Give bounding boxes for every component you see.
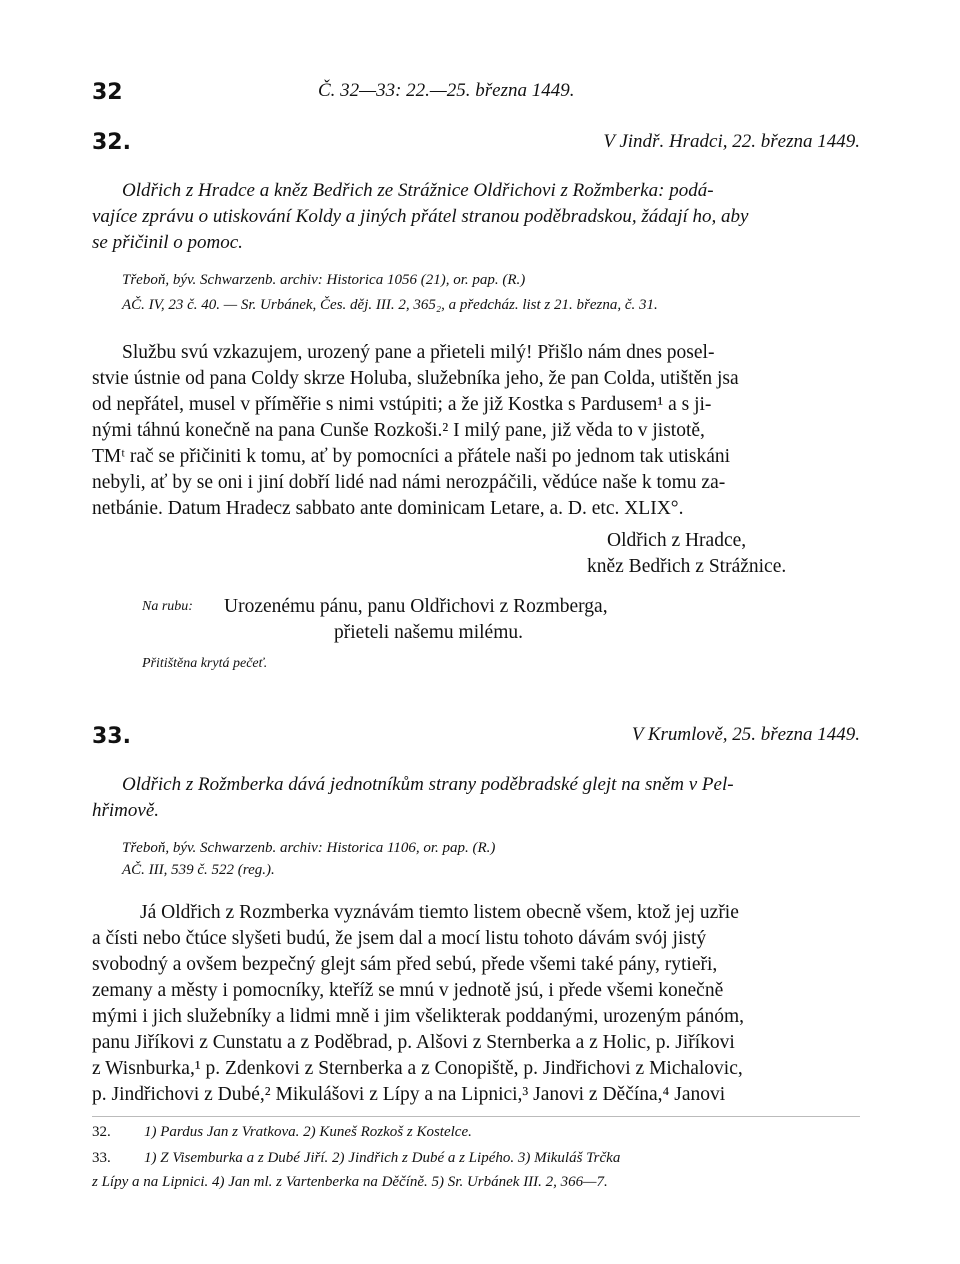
doc32-place-date: V Jindř. Hradci, 22. března 1449. [603,131,860,152]
doc32-source-line: Třeboň, býv. Schwarzenb. archiv: Historica 1056 (21), or. pap. (R.) [122,272,526,288]
footnote-label-33: 33. [92,1150,111,1166]
doc33-text-line: svobodný a ovšem bezpečný glejt sám před sebú, přede všemi také pány, rytieři, [92,954,718,975]
doc33-text-line: Já Oldřich z Rozmberka vyznávám tiemto listem obecně všem, ktož jej uzřie [140,902,739,923]
doc33-place-date: V Krumlově, 25. března 1449. [631,724,860,745]
doc33-text-line: zemany a městy i pomocníky, kteříž se mnú v jednotě jsú, i přede všemi konečně [92,980,724,1001]
doc33-summary-line: Oldřich z Rožmberka dává jednotníkům strany poděbradské glejt na sněm v Pel- [122,774,734,795]
doc33-text-line: panu Jiříkovi z Cunstatu a z Poděbrad, p. Alšovi z Sternberka a z Holic, p. Jiříkovi [92,1032,735,1053]
footnote-32: 1) Pardus Jan z Vratkova. 2) Kuneš Rozkoš z Kostelce. [144,1124,472,1140]
running-title: Č. 32—33: 22.—25. března 1449. [318,80,575,101]
doc33-text-line: z Wisnburka,¹ p. Zdenkovi z Sternberka a z Conopiště, p. Jindřichovi z Michalovic, [92,1058,743,1079]
doc32-text-line: Službu svú vzkazujem, urozený pane a přieteli milý! Přišlo nám dnes posel- [122,342,715,363]
doc32-text-line: stvie ústnie od pana Coldy skrze Holuba, služebníka jeho, že pan Colda, utištěn jsa [92,368,739,389]
doc32-verso-line: Urozenému pánu, panu Oldřichovi z Rozmberga, [224,596,608,617]
page-number: 32 [92,80,123,105]
doc32-signature-line: Oldřich z Hradce, [607,530,747,551]
doc32-number: 32. [92,130,131,155]
doc33-source-line: Třeboň, býv. Schwarzenb. archiv: Historica 1106, or. pap. (R.) [122,840,496,856]
doc32-signature-line: kněz Bedřich z Strážnice. [587,556,787,577]
doc32-text-line: nebyli, ať by se oni i jiní dobří lidé nad námi nerozpáčili, vědúce naše k tomu za- [92,472,726,493]
doc32-verso-label: Na rubu: [142,599,193,614]
doc33-summary-line: hřimově. [92,800,160,821]
footnote-label-32: 32. [92,1124,111,1140]
doc32-source-line: AČ. IV, 23 č. 40. — Sr. Urbánek, Čes. děj. III. 2, 365₂, a předcház. list z 21. března, č. 31. [122,297,658,313]
footnote-33-line: z Lípy a na Lipnici. 4) Jan ml. z Vartenberka na Děčíně. 5) Sr. Urbánek III. 2, 366—7. [92,1174,608,1190]
doc32-seal-note: Přitištěna krytá pečeť. [142,656,268,671]
doc33-number: 33. [92,724,131,749]
doc33-text-line: p. Jindřichovi z Dubé,² Mikulášovi z Lípy a na Lipnici,³ Janovi z Děčína,⁴ Janovi [92,1084,726,1105]
doc33-text-line: a čísti nebo čtúce slyšeti budú, že jsem dal a mocí listu tohoto dávám svój jistý [92,928,707,949]
doc33-source-line: AČ. III, 539 č. 522 (reg.). [122,862,275,878]
doc32-text-line: TMᵗ rač se přičiniti k tomu, ať by pomocníci a přátele naši po jednom tak utiskáni [92,446,731,467]
footnote-divider [92,1116,860,1117]
doc32-verso-line: přieteli našemu milému. [334,622,523,643]
doc32-summary-line: vajíce zprávu o utiskování Koldy a jiných přátel stranou poděbradskou, žádají ho, aby [92,206,749,227]
doc32-text-line: od nepřátel, musel v příměřie s nimi vstúpiti; a že již Kostka s Pardusem¹ a s ji- [92,394,712,415]
doc33-text-line: mými i jich služebníky a lidmi mně i jim všelikterak poddanými, urozeným pánóm, [92,1006,745,1027]
footnote-33-line: 1) Z Visemburka a z Dubé Jiří. 2) Jindřich z Dubé a z Lipého. 3) Mikuláš Trčka [144,1150,621,1166]
doc32-text-line: netbánie. Datum Hradecz sabbato ante dominicam Letare, a. D. etc. XLIX°. [92,498,684,519]
doc32-text-line: nými táhnú konečně na pana Cunše Rozkoši.² I milý pane, již věda to v jistotě, [92,420,705,441]
doc32-summary-line: se přičinil o pomoc. [92,232,243,253]
doc32-summary-line: Oldřich z Hradce a kněz Bedřich ze Strážnice Oldřichovi z Rožmberka: podá- [122,180,714,201]
